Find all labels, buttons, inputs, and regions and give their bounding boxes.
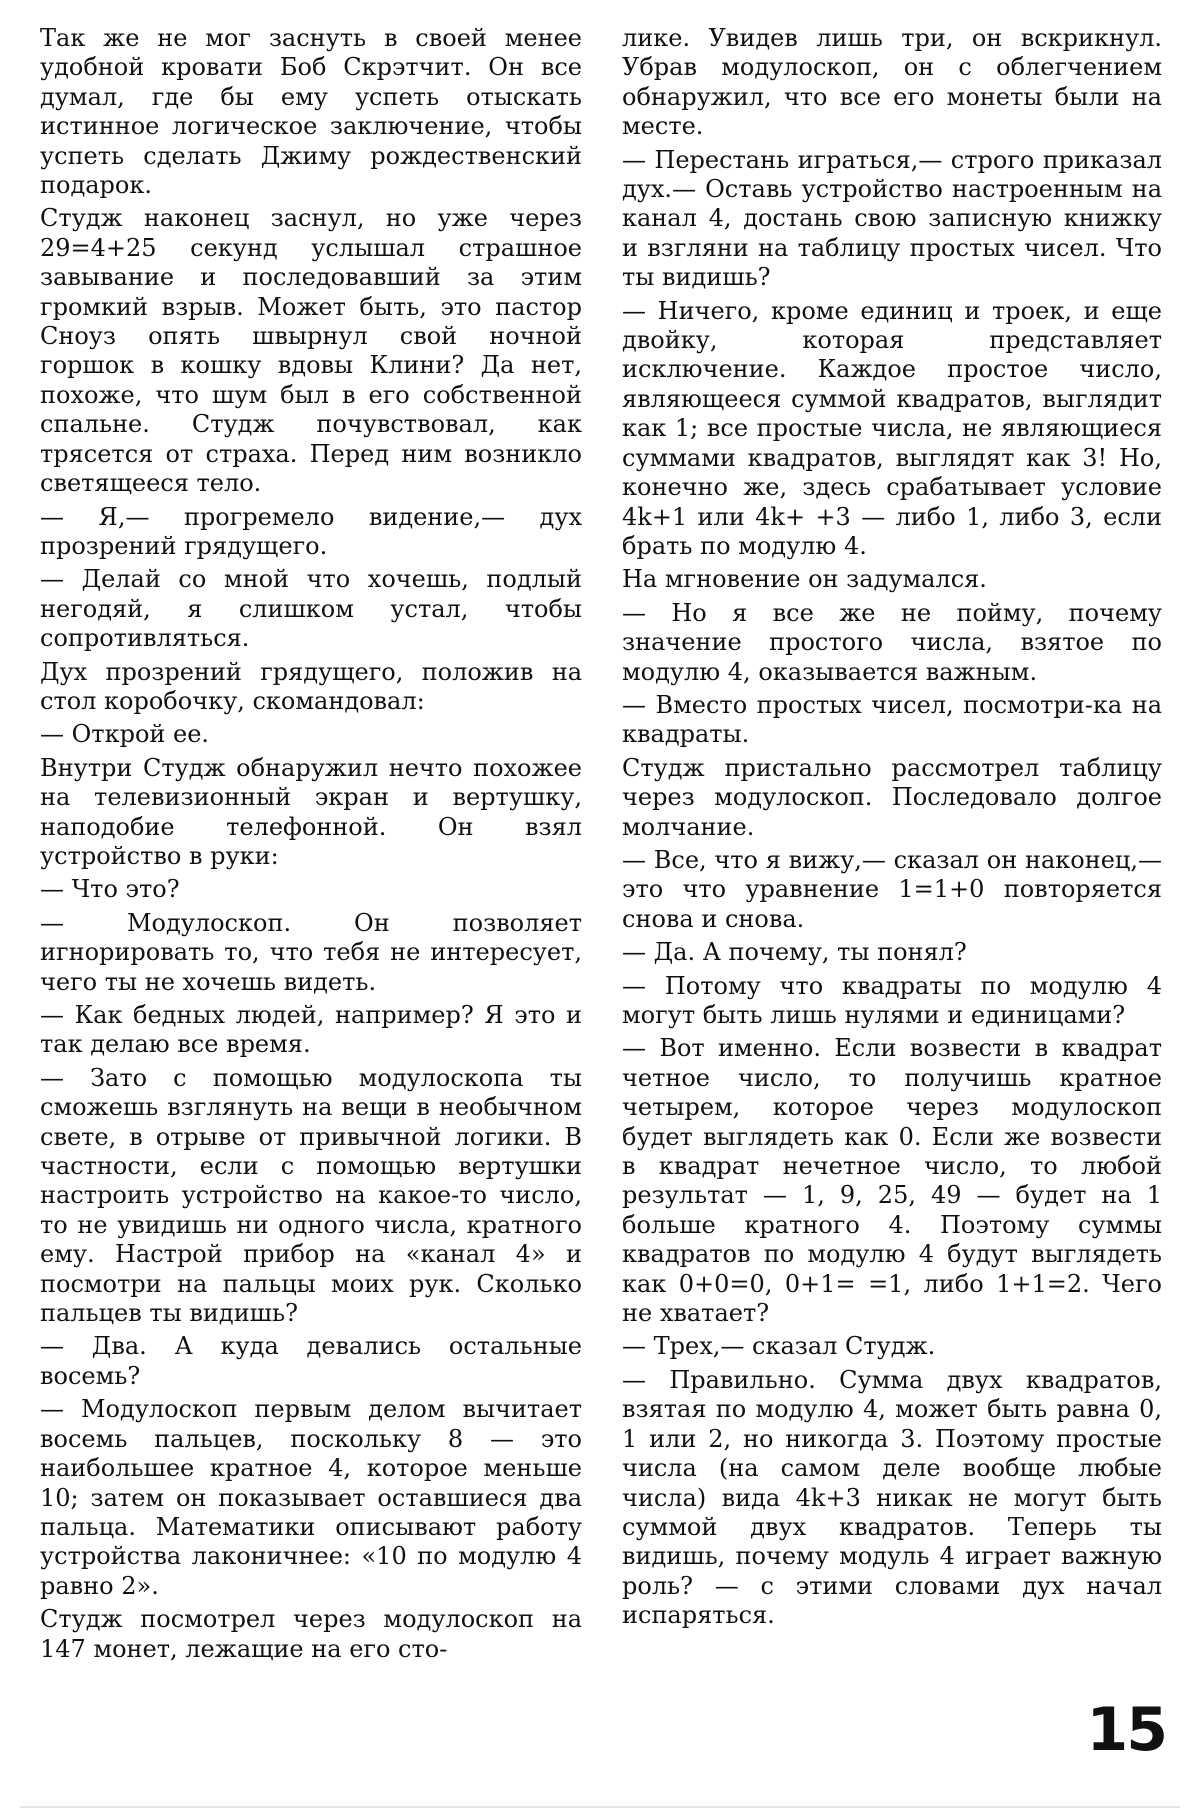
paragraph: Студж посмотрел через модулоскоп на 147 монет, лежащие на его сто- xyxy=(40,1605,582,1663)
paragraph: Так же не мог заснуть в своей менее удобной кровати Боб Скрэтчит. Он все думал, где бы ему успеть отыскать истинное логическое заключение, чтобы успеть сделать Джиму рождественский подарок. xyxy=(40,24,582,200)
paragraph: — Открой ее. xyxy=(40,720,210,749)
paragraph: — Как бедных людей, например? Я это и так делаю все время. xyxy=(40,1001,582,1059)
page-number: 15 xyxy=(1086,1695,1166,1765)
paragraph: — Перестань играться,— строго приказал дух.— Оставь устройство настроенным на канал 4, достань свою записную книжку и взгляни на таблицу простых чисел. Что ты видишь? xyxy=(622,145,1162,292)
paragraph: — Правильно. Сумма двух квадратов, взятая по модулю 4, может быть равна 0, 1 или 2, но никогда 3. Поэтому простые числа (на самом деле вообще любые числа) вида 4k+3 никак не могут быть суммой двух квадратов. Теперь ты видишь, почему модуль 4 играет важную роль? — с этими словами дух начал испаряться. xyxy=(622,1365,1162,1630)
paragraph: — Все, что я вижу,— сказал он наконец,— это что уравнение 1=1+0 повторяется снова и снова. xyxy=(622,845,1162,933)
left-text-column xyxy=(40,24,582,1668)
paragraph: — Что это? xyxy=(40,875,180,904)
paragraph: На мгновение он задумался. xyxy=(622,565,987,594)
paragraph: Дух прозрений грядущего, положив на стол коробочку, скомандовал: xyxy=(40,657,582,715)
paragraph: — Модулоскоп первым делом вычитает восемь пальцев, поскольку 8 — это наибольшее кратное 4, которое меньше 10; затем он показывает оставшиеся два пальца. Математики описывают работу устройства лаконичнее: «10 по модулю 4 равно 2». xyxy=(40,1395,582,1600)
paragraph: — Вот именно. Если возвести в квадрат четное число, то получишь кратное четырем, которое через модулоскоп будет выглядеть как 0. Если же возвести в квадрат нечетное число, то любой результат — 1, 9, 25, 49 — будет на 1 больше кратного 4. Поэтому суммы квадратов по модулю 4 будут выглядеть как 0+0=0, 0+1= =1, либо 1+1=2. Чего не хватает? xyxy=(622,1034,1162,1328)
paragraph: — Потому что квадраты по модулю 4 могут быть лишь нулями и единицами? xyxy=(622,971,1162,1029)
paragraph: — Два. А куда девались остальные восемь? xyxy=(40,1332,582,1390)
paragraph: Студж пристально рассмотрел таблицу через модулоскоп. Последовало долгое молчание. xyxy=(622,753,1162,841)
paragraph: — Трех,— сказал Студж. xyxy=(622,1332,936,1361)
paragraph: — Я,— прогремело видение,— дух прозрений грядущего. xyxy=(40,502,582,560)
paragraph: Внутри Студж обнаружил нечто похожее на телевизионный экран и вертушку, наподобие телефонной. Он взял устройство в руки: xyxy=(40,753,582,870)
paragraph: — Ничего, кроме единиц и троек, и еще двойку, которая представляет исключение. Каждое простое число, являющееся суммой квадратов, выглядит как 1; все простые числа, не являющиеся суммами квадратов, выглядят как 3! Но, конечно же, здесь срабатывает условие 4k+1 или 4k+ +3 — либо 1, либо 3, если брать по модулю 4. xyxy=(622,296,1162,560)
paragraph: — Но я все же не пойму, почему значение простого числа, взятое по модулю 4, оказывается важным. xyxy=(622,598,1162,686)
paragraph: Студж наконец заснул, но уже через 29=4+25 секунд услышал страшное завывание и последовавший за этим громкий взрыв. Может быть, это пастор Сноуз опять швырнул свой ночной горшок в кошку вдовы Клини? Да нет, похоже, что шум был в его собственной спальне. Студж почувствовал, как трясется от страха. Перед ним возникло светящееся тело. xyxy=(40,204,582,498)
right-text-column xyxy=(622,24,1162,1635)
paragraph: — Вместо простых чисел, посмотри-ка на квадраты. xyxy=(622,690,1162,749)
paragraph: — Модулоскоп. Он позволяет игнорировать то, что тебя не интересует, чего ты не хочешь видеть. xyxy=(40,908,582,996)
page-edge-rule xyxy=(20,1806,1180,1808)
paragraph: — Да. А почему, ты понял? xyxy=(622,938,967,967)
paragraph: — Зато с помощью модулоскопа ты сможешь взглянуть на вещи в необычном свете, в отрыве от привычной логики. В частности, если с помощью вертушки настроить устройство на какое-то число, то не увидишь ни одного числа, кратного ему. Настрой прибор на «канал 4» и посмотри на пальцы моих рук. Сколько пальцев ты видишь? xyxy=(40,1063,582,1328)
paragraph: лике. Увидев лишь три, он вскрикнул. Убрав модулоскоп, он с облегчением обнаружил, что все его монеты были на месте. xyxy=(622,24,1162,141)
paragraph: — Делай со мной что хочешь, подлый негодяй, я слишком устал, чтобы сопротивляться. xyxy=(40,565,582,653)
